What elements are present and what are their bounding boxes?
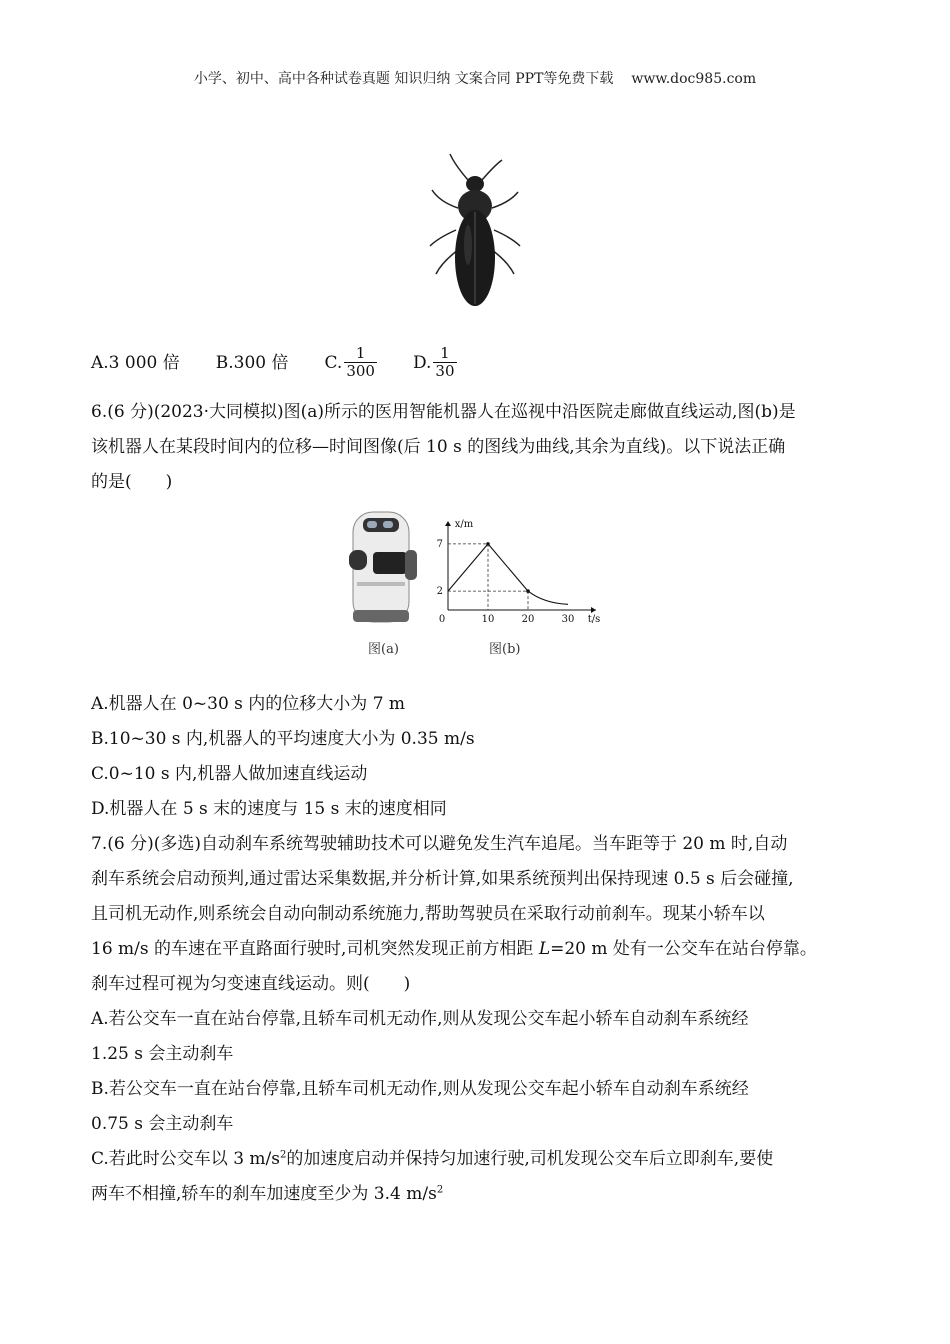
tick-label-y: 7 (436, 538, 443, 550)
q6-stem (91, 395, 871, 500)
q7-line-4 (91, 932, 871, 967)
header-text: 小学、初中、高中各种试卷真题 知识归纳 文案合同 PPT等免费下载 (193, 71, 614, 87)
fraction-denominator: 300 (346, 362, 375, 380)
q5-option-c (325, 345, 377, 380)
q6-line-1: 6.(6 分)(2023·大同模拟)图(a)所示的医用智能机器人在巡视中沿医院走廊做直线运动,图(b)是 (91, 402, 796, 422)
q7-option-c-line-1 (91, 1142, 871, 1177)
beetle-image (410, 150, 540, 310)
q6-option-a: A.机器人在 0~30 s 内的位移大小为 7 m (91, 694, 406, 714)
tick-label-x-0: 0 (438, 614, 446, 625)
q5-option-c-fraction (344, 345, 377, 380)
x-axis-label: t/s (587, 614, 601, 625)
q7-line-3: 且司机无动作,则系统会自动向制动系统施力,帮助驾驶员在采取行动前刹车。现某小轿车以 (91, 904, 765, 924)
variable-l: L (538, 939, 551, 959)
fraction-numerator: 1 (440, 344, 450, 362)
q5-options (91, 345, 493, 380)
q6-options (91, 687, 871, 1212)
q7-option-c-line-2 (91, 1177, 871, 1212)
q7-option-a-line-1: A.若公交车一直在站台停靠,且轿车司机无动作,则从发现公交车起小轿车自动刹车系统经 (91, 1009, 749, 1029)
xt-graph (430, 515, 605, 630)
q7-option-a-line-2: 1.25 s 会主动刹车 (91, 1044, 234, 1064)
q5-option-d (413, 345, 457, 380)
q7-line-4-post: =20 m 处有一公交车在站台停靠。 (550, 939, 817, 959)
y-axis-label: x/m (454, 519, 474, 530)
robot-image (345, 510, 420, 628)
series-curve (528, 591, 568, 604)
page-header (0, 68, 950, 88)
q5-option-c-prefix: C. (324, 352, 343, 373)
fraction-numerator: 1 (355, 344, 366, 362)
caption-b: 图(b) (489, 642, 521, 657)
x-axis-arrow (591, 607, 596, 613)
tick-label-x: 20 (521, 614, 535, 625)
caption-a: 图(a) (368, 642, 399, 657)
q6-line-2: 该机器人在某段时间内的位移—时间图像(后 10 s 的图线为曲线,其余为直线)。以下说法正确 (91, 437, 786, 457)
q7-option-c-post: 的加速度启动并保持匀加速行驶,司机发现公交车后立即刹车,要使 (286, 1149, 774, 1169)
superscript: 2 (280, 1149, 287, 1161)
q6-option-b: B.10~30 s 内,机器人的平均速度大小为 0.35 m/s (91, 729, 475, 749)
q6-option-d: D.机器人在 5 s 末的速度与 15 s 末的速度相同 (91, 799, 447, 819)
q7-option-b-line-2: 0.75 s 会主动刹车 (91, 1114, 234, 1134)
q7-option-b-line-1: B.若公交车一直在站台停靠,且轿车司机无动作,则从发现公交车起小轿车自动刹车系统经 (91, 1079, 749, 1099)
q7-line-2: 刹车系统会启动预判,通过雷达采集数据,并分析计算,如果系统预判出保持现速 0.5 s 后会碰撞, (91, 869, 794, 889)
q7-line-5: 刹车过程可视为匀变速直线运动。则( ) (91, 974, 411, 994)
q5-option-b: B.300 倍 (215, 352, 289, 373)
q5-option-d-prefix: D. (412, 352, 432, 373)
q5-option-a: A.3 000 倍 (91, 352, 180, 373)
y-axis-arrow (445, 521, 451, 526)
q7-option-c-pre: C.若此时公交车以 3 m/s (91, 1149, 281, 1169)
superscript: 2 (436, 1184, 444, 1196)
header-site: www.doc985.com (631, 71, 757, 87)
q7-line-1: 7.(6 分)(多选)自动刹车系统驾驶辅助技术可以避免发生汽车追尾。当车距等于 20 m 时,自动 (91, 834, 788, 854)
q6-line-3: 的是( ) (91, 472, 173, 492)
q5-option-d-fraction (433, 345, 456, 380)
tick-label-x: 30 (561, 614, 575, 625)
data-point (526, 589, 530, 593)
data-point (486, 542, 490, 546)
q7-option-c-line-2-text: 两车不相撞,轿车的刹车加速度至少为 3.4 m/s (91, 1184, 437, 1204)
fraction-denominator: 30 (435, 362, 455, 380)
q7-line-4-pre: 16 m/s 的车速在平直路面行驶时,司机突然发现正前方相距 (91, 939, 539, 959)
tick-label-x: 10 (481, 614, 495, 625)
q6-option-c: C.0~10 s 内,机器人做加速直线运动 (91, 764, 368, 784)
tick-label-y: 2 (436, 586, 443, 598)
